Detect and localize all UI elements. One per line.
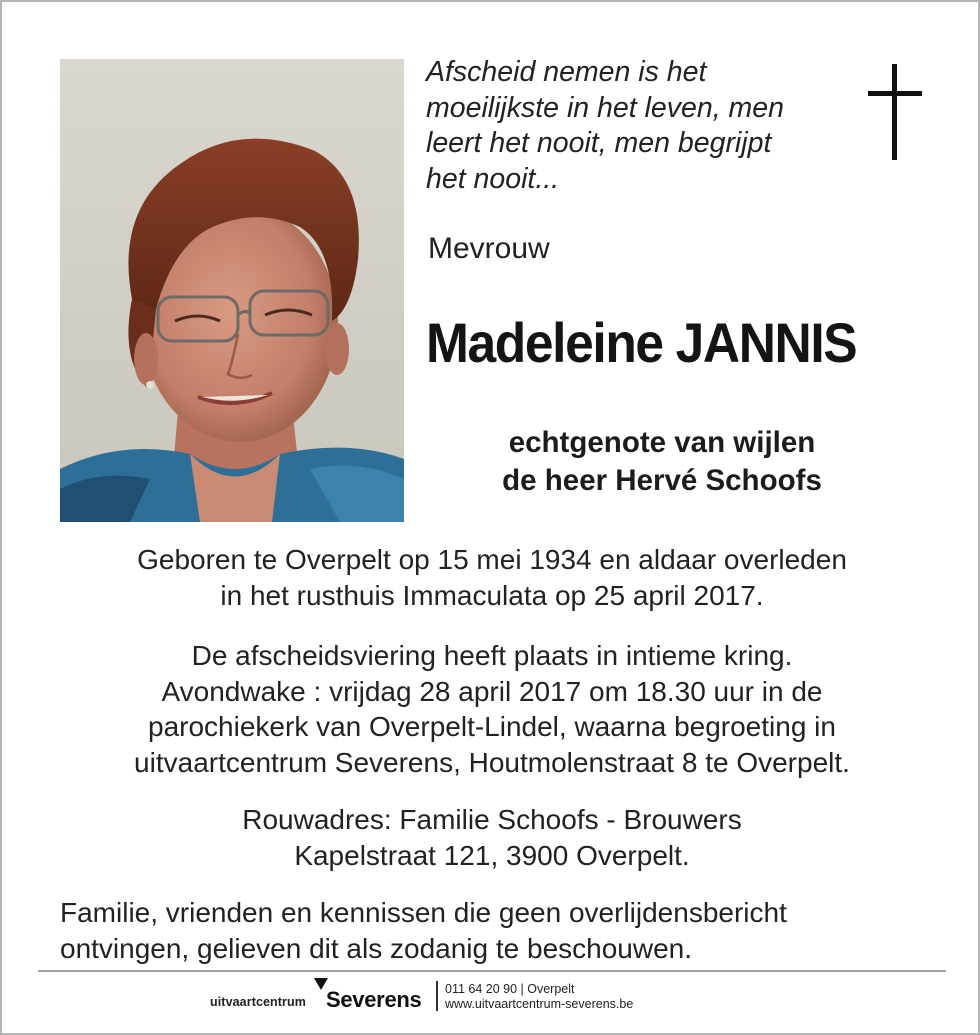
- spouse-line: echtgenote van wijlen: [508, 426, 816, 459]
- spouse-line: de heer Hervé Schoofs: [502, 464, 822, 497]
- divider: [38, 970, 946, 972]
- quote: [426, 55, 846, 197]
- cross-icon: [866, 64, 924, 160]
- quote-line: het nooit...: [426, 162, 560, 195]
- quote-line: Afscheid nemen is het: [426, 56, 707, 88]
- text-line: Rouwadres: Familie Schoofs - Brouwers: [242, 804, 742, 835]
- text-line: parochiekerk van Overpelt-Lindel, waarna begroeting in: [148, 711, 836, 742]
- quote-line: moeilijkste in het leven, men: [426, 91, 785, 124]
- text-line: Familie, vrienden en kennissen die geen overlijdensbericht: [60, 897, 787, 928]
- mourning-address: [2, 802, 980, 873]
- footer-brand: Severens: [326, 987, 422, 1012]
- portrait-photo: [60, 59, 404, 522]
- footer-contact: [445, 982, 633, 1012]
- deceased-name: Madeleine JANNIS: [426, 311, 857, 374]
- text-line: in het rusthuis Immaculata op 25 april 2017.: [220, 579, 764, 611]
- closing-note: [60, 895, 940, 966]
- quote-line: leert het nooit, men begrijpt: [426, 127, 772, 159]
- ceremony-details: [2, 638, 980, 780]
- title-prefix: Mevrouw: [428, 232, 550, 265]
- footer-phone: 011 64 20 90 | Overpelt: [445, 982, 575, 996]
- spouse-info: [442, 424, 882, 500]
- footer-prefix: uitvaartcentrum: [210, 995, 306, 1009]
- text-line: De afscheidsviering heeft plaats in intieme kring.: [191, 640, 793, 671]
- birth-death-details: [2, 542, 980, 613]
- footer-website[interactable]: www.uitvaartcentrum-severens.be: [445, 997, 634, 1011]
- footer-separator: [436, 981, 438, 1011]
- funeral-home-footer: [210, 977, 680, 1017]
- text-line: Kapelstraat 121, 3900 Overpelt.: [294, 839, 690, 871]
- text-line: Avondwake : vrijdag 28 april 2017 om 18.30 uur in de: [161, 675, 823, 707]
- text-line: ontvingen, gelieven dit als zodanig te beschouwen.: [60, 932, 692, 964]
- text-line: uitvaartcentrum Severens, Houtmolenstraat 8 te Overpelt.: [134, 746, 850, 778]
- text-line: Geboren te Overpelt op 15 mei 1934 en aldaar overleden: [137, 544, 847, 575]
